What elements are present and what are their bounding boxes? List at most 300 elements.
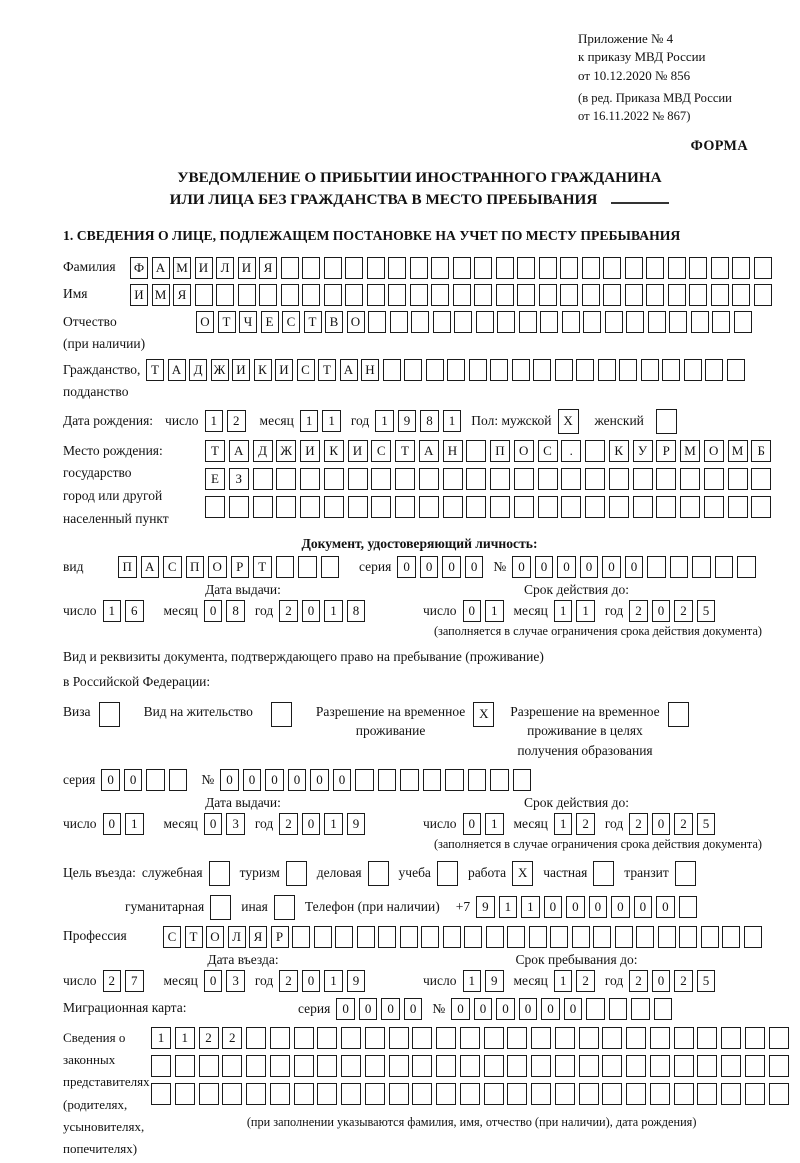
representatives-cell[interactable] (555, 1083, 575, 1105)
name-cell[interactable] (238, 284, 256, 306)
profession-cell[interactable] (378, 926, 396, 948)
doc-number-cell[interactable] (692, 556, 711, 578)
surname-cell[interactable] (668, 257, 686, 279)
profession-cell[interactable] (421, 926, 439, 948)
profession-cell[interactable] (615, 926, 633, 948)
surname-cell[interactable] (324, 257, 342, 279)
res-number-cell[interactable]: 0 (333, 769, 352, 791)
birth-place-cell[interactable] (371, 496, 391, 518)
birth-place-cell[interactable] (395, 496, 415, 518)
profession-cell[interactable] (335, 926, 353, 948)
birth-place-cell[interactable]: М (728, 440, 748, 462)
mig-number-cell[interactable]: 0 (451, 998, 470, 1020)
citizenship-cell[interactable] (598, 359, 616, 381)
patronymic-cell[interactable] (669, 311, 687, 333)
representatives-cell[interactable]: 1 (151, 1027, 171, 1049)
birth-place-cell[interactable]: К (609, 440, 629, 462)
representatives-cell[interactable] (602, 1083, 622, 1105)
representatives-cell[interactable] (745, 1083, 765, 1105)
surname-cell[interactable] (496, 257, 514, 279)
patronymic-cell[interactable] (390, 311, 408, 333)
entry-day-cell[interactable]: 2 (103, 970, 122, 992)
surname-cell[interactable] (711, 257, 729, 279)
doc-valid-year-cell[interactable]: 0 (652, 600, 671, 622)
name-cell[interactable] (410, 284, 428, 306)
stay-year-cell[interactable]: 2 (629, 970, 648, 992)
representatives-cell[interactable] (721, 1027, 741, 1049)
doc-type-cell[interactable] (276, 556, 295, 578)
doc-issue-day-cell[interactable]: 6 (125, 600, 144, 622)
birth-place-cell[interactable]: . (561, 440, 581, 462)
purpose-study-checkbox[interactable] (437, 861, 458, 886)
name-cell[interactable] (625, 284, 643, 306)
res-issue-year-cell[interactable]: 9 (347, 813, 366, 835)
citizenship-cell[interactable] (705, 359, 723, 381)
citizenship-cell[interactable] (490, 359, 508, 381)
name-cell[interactable]: М (152, 284, 170, 306)
representatives-cell[interactable] (579, 1055, 599, 1077)
citizenship-cell[interactable] (404, 359, 422, 381)
name-cell[interactable] (474, 284, 492, 306)
name-cell[interactable] (367, 284, 385, 306)
sex-male-checkbox[interactable]: X (558, 409, 579, 434)
profession-cell[interactable]: Р (271, 926, 289, 948)
res-number-cell[interactable] (445, 769, 464, 791)
name-cell[interactable]: Я (173, 284, 191, 306)
name-cell[interactable] (195, 284, 213, 306)
birth-place-cell[interactable] (466, 496, 486, 518)
mig-number-cell[interactable]: 0 (564, 998, 583, 1020)
representatives-cell[interactable] (531, 1027, 551, 1049)
name-cell[interactable]: И (130, 284, 148, 306)
doc-series-cell[interactable]: 0 (465, 556, 484, 578)
patronymic-cell[interactable]: Т (304, 311, 322, 333)
profession-cell[interactable]: С (163, 926, 181, 948)
birth-month-cell[interactable]: 1 (300, 410, 319, 432)
doc-issue-month-cell[interactable]: 0 (204, 600, 223, 622)
profession-cell[interactable]: Т (185, 926, 203, 948)
name-cell[interactable] (754, 284, 772, 306)
patronymic-cell[interactable] (411, 311, 429, 333)
profession-cell[interactable] (464, 926, 482, 948)
mig-series-cell[interactable]: 0 (359, 998, 378, 1020)
name-cell[interactable] (603, 284, 621, 306)
stay-day-cell[interactable]: 9 (485, 970, 504, 992)
doc-number-cell[interactable]: 0 (602, 556, 621, 578)
res-issue-day-cell[interactable]: 0 (103, 813, 122, 835)
representatives-cell[interactable] (199, 1055, 219, 1077)
purpose-work-checkbox[interactable]: X (512, 861, 533, 886)
citizenship-cell[interactable] (426, 359, 444, 381)
purpose-humanitarian-checkbox[interactable] (210, 895, 231, 920)
surname-cell[interactable]: Я (259, 257, 277, 279)
birth-place-cell[interactable]: И (348, 440, 368, 462)
birth-place-cell[interactable] (395, 468, 415, 490)
name-cell[interactable] (345, 284, 363, 306)
mig-number-cell[interactable]: 0 (474, 998, 493, 1020)
representatives-cell[interactable] (389, 1027, 409, 1049)
res-number-cell[interactable]: 0 (288, 769, 307, 791)
surname-cell[interactable] (539, 257, 557, 279)
entry-year-cell[interactable]: 0 (302, 970, 321, 992)
citizenship-cell[interactable] (533, 359, 551, 381)
res-valid-year-cell[interactable]: 5 (697, 813, 716, 835)
profession-cell[interactable] (550, 926, 568, 948)
representatives-cell[interactable] (412, 1055, 432, 1077)
phone-cell[interactable]: 0 (566, 896, 585, 918)
res-number-cell[interactable]: 0 (220, 769, 239, 791)
patronymic-cell[interactable]: О (347, 311, 365, 333)
patronymic-cell[interactable] (540, 311, 558, 333)
name-cell[interactable] (281, 284, 299, 306)
representatives-cell[interactable] (294, 1027, 314, 1049)
birth-place-cell[interactable] (680, 496, 700, 518)
citizenship-cell[interactable]: Н (361, 359, 379, 381)
representatives-cell[interactable] (222, 1055, 242, 1077)
doc-type-cell[interactable]: Р (231, 556, 250, 578)
birth-place-cell[interactable] (324, 468, 344, 490)
doc-issue-year-cell[interactable]: 0 (302, 600, 321, 622)
birth-place-cell[interactable]: Е (205, 468, 225, 490)
birth-place-cell[interactable] (585, 468, 605, 490)
res-issue-month-cell[interactable]: 0 (204, 813, 223, 835)
birth-place-cell[interactable]: Т (395, 440, 415, 462)
representatives-cell[interactable]: 2 (199, 1027, 219, 1049)
patronymic-cell[interactable]: Ч (239, 311, 257, 333)
profession-cell[interactable] (593, 926, 611, 948)
name-cell[interactable] (259, 284, 277, 306)
profession-cell[interactable] (679, 926, 697, 948)
surname-cell[interactable] (517, 257, 535, 279)
citizenship-cell[interactable] (469, 359, 487, 381)
representatives-cell[interactable] (199, 1083, 219, 1105)
doc-issue-day-cell[interactable]: 1 (103, 600, 122, 622)
res-issue-year-cell[interactable]: 0 (302, 813, 321, 835)
birth-place-cell[interactable] (324, 496, 344, 518)
representatives-cell[interactable] (151, 1083, 171, 1105)
patronymic-cell[interactable] (734, 311, 752, 333)
res-valid-month-cell[interactable]: 2 (576, 813, 595, 835)
phone-cell[interactable]: 0 (611, 896, 630, 918)
surname-cell[interactable] (582, 257, 600, 279)
representatives-cell[interactable] (341, 1055, 361, 1077)
surname-cell[interactable] (732, 257, 750, 279)
representatives-cell[interactable] (626, 1083, 646, 1105)
representatives-cell[interactable] (460, 1055, 480, 1077)
mig-number-cell[interactable]: 0 (519, 998, 538, 1020)
birth-day-cell[interactable]: 1 (205, 410, 224, 432)
representatives-cell[interactable] (769, 1083, 789, 1105)
citizenship-cell[interactable]: А (340, 359, 358, 381)
entry-year-cell[interactable]: 1 (324, 970, 343, 992)
representatives-cell[interactable] (531, 1083, 551, 1105)
birth-place-cell[interactable]: А (229, 440, 249, 462)
sex-female-checkbox[interactable] (656, 409, 677, 434)
representatives-cell[interactable] (507, 1083, 527, 1105)
name-cell[interactable] (216, 284, 234, 306)
representatives-cell[interactable] (674, 1027, 694, 1049)
patronymic-cell[interactable] (648, 311, 666, 333)
profession-cell[interactable] (529, 926, 547, 948)
birth-place-cell[interactable] (585, 440, 605, 462)
representatives-cell[interactable] (650, 1083, 670, 1105)
birth-place-cell[interactable] (751, 496, 771, 518)
citizenship-cell[interactable]: А (168, 359, 186, 381)
name-cell[interactable] (302, 284, 320, 306)
doc-type-cell[interactable] (298, 556, 317, 578)
purpose-private-checkbox[interactable] (593, 861, 614, 886)
visa-checkbox[interactable] (99, 702, 120, 727)
surname-cell[interactable] (754, 257, 772, 279)
doc-series-cell[interactable]: 0 (397, 556, 416, 578)
patronymic-cell[interactable] (626, 311, 644, 333)
res-number-cell[interactable] (355, 769, 374, 791)
citizenship-cell[interactable] (576, 359, 594, 381)
res-number-cell[interactable] (468, 769, 487, 791)
birth-place-cell[interactable]: К (324, 440, 344, 462)
birth-place-cell[interactable] (633, 468, 653, 490)
representatives-cell[interactable] (626, 1027, 646, 1049)
representatives-cell[interactable] (151, 1055, 171, 1077)
entry-month-cell[interactable]: 0 (204, 970, 223, 992)
mig-number-cell[interactable] (631, 998, 650, 1020)
res-series-cell[interactable] (146, 769, 165, 791)
doc-number-cell[interactable]: 0 (557, 556, 576, 578)
doc-number-cell[interactable] (647, 556, 666, 578)
profession-cell[interactable]: О (206, 926, 224, 948)
representatives-cell[interactable] (769, 1055, 789, 1077)
birth-place-cell[interactable] (443, 496, 463, 518)
birth-place-cell[interactable]: О (514, 440, 534, 462)
doc-valid-month-cell[interactable]: 1 (576, 600, 595, 622)
res-number-cell[interactable] (490, 769, 509, 791)
citizenship-cell[interactable] (662, 359, 680, 381)
citizenship-cell[interactable] (447, 359, 465, 381)
patronymic-cell[interactable]: В (325, 311, 343, 333)
representatives-cell[interactable] (555, 1055, 575, 1077)
entry-month-cell[interactable]: 3 (226, 970, 245, 992)
name-cell[interactable] (517, 284, 535, 306)
birth-place-cell[interactable]: Т (205, 440, 225, 462)
birth-place-cell[interactable] (205, 496, 225, 518)
representatives-cell[interactable] (365, 1083, 385, 1105)
name-cell[interactable] (711, 284, 729, 306)
surname-cell[interactable] (410, 257, 428, 279)
doc-number-cell[interactable] (715, 556, 734, 578)
representatives-cell[interactable] (270, 1055, 290, 1077)
doc-type-cell[interactable]: С (163, 556, 182, 578)
birth-place-cell[interactable] (728, 496, 748, 518)
res-series-cell[interactable] (169, 769, 188, 791)
birth-place-cell[interactable] (253, 468, 273, 490)
representatives-cell[interactable] (317, 1055, 337, 1077)
birth-place-cell[interactable]: И (300, 440, 320, 462)
mig-number-cell[interactable]: 0 (496, 998, 515, 1020)
birth-place-cell[interactable]: Б (751, 440, 771, 462)
purpose-other-checkbox[interactable] (274, 895, 295, 920)
education-permit-checkbox[interactable] (668, 702, 689, 727)
doc-number-cell[interactable] (670, 556, 689, 578)
patronymic-cell[interactable] (454, 311, 472, 333)
patronymic-cell[interactable] (691, 311, 709, 333)
name-cell[interactable] (496, 284, 514, 306)
citizenship-cell[interactable] (727, 359, 745, 381)
birth-place-cell[interactable] (419, 468, 439, 490)
patronymic-cell[interactable] (583, 311, 601, 333)
birth-place-cell[interactable] (538, 468, 558, 490)
representatives-cell[interactable] (270, 1027, 290, 1049)
representatives-cell[interactable]: 1 (175, 1027, 195, 1049)
birth-place-cell[interactable] (466, 468, 486, 490)
representatives-cell[interactable] (389, 1055, 409, 1077)
profession-cell[interactable] (507, 926, 525, 948)
mig-number-cell[interactable] (654, 998, 673, 1020)
purpose-transit-checkbox[interactable] (675, 861, 696, 886)
citizenship-cell[interactable] (383, 359, 401, 381)
doc-valid-year-cell[interactable]: 5 (697, 600, 716, 622)
birth-place-cell[interactable] (300, 496, 320, 518)
representatives-cell[interactable] (460, 1083, 480, 1105)
patronymic-cell[interactable]: Т (218, 311, 236, 333)
doc-valid-day-cell[interactable]: 0 (463, 600, 482, 622)
purpose-official-checkbox[interactable] (209, 861, 230, 886)
res-issue-year-cell[interactable]: 1 (324, 813, 343, 835)
birth-place-cell[interactable] (276, 496, 296, 518)
birth-place-cell[interactable]: Ж (276, 440, 296, 462)
citizenship-cell[interactable]: С (297, 359, 315, 381)
citizenship-cell[interactable]: Т (318, 359, 336, 381)
birth-place-cell[interactable] (300, 468, 320, 490)
res-issue-year-cell[interactable]: 2 (279, 813, 298, 835)
doc-valid-year-cell[interactable]: 2 (674, 600, 693, 622)
birth-place-cell[interactable] (229, 496, 249, 518)
birth-place-cell[interactable] (609, 496, 629, 518)
citizenship-cell[interactable] (641, 359, 659, 381)
res-valid-year-cell[interactable]: 2 (674, 813, 693, 835)
representatives-cell[interactable] (697, 1055, 717, 1077)
profession-cell[interactable] (400, 926, 418, 948)
stay-year-cell[interactable]: 0 (652, 970, 671, 992)
birth-place-cell[interactable]: А (419, 440, 439, 462)
temp-residence-permit-checkbox[interactable]: X (473, 702, 494, 727)
birth-place-cell[interactable]: Д (253, 440, 273, 462)
citizenship-cell[interactable]: И (275, 359, 293, 381)
phone-cell[interactable]: 0 (544, 896, 563, 918)
patronymic-cell[interactable] (497, 311, 515, 333)
name-cell[interactable] (388, 284, 406, 306)
representatives-cell[interactable] (721, 1055, 741, 1077)
patronymic-cell[interactable] (433, 311, 451, 333)
mig-number-cell[interactable]: 0 (541, 998, 560, 1020)
birth-place-cell[interactable] (656, 496, 676, 518)
profession-cell[interactable]: Л (228, 926, 246, 948)
doc-valid-day-cell[interactable]: 1 (485, 600, 504, 622)
birth-place-cell[interactable] (751, 468, 771, 490)
representatives-cell[interactable] (769, 1027, 789, 1049)
birth-place-cell[interactable] (490, 496, 510, 518)
res-series-cell[interactable]: 0 (101, 769, 120, 791)
profession-cell[interactable] (636, 926, 654, 948)
representatives-cell[interactable] (531, 1055, 551, 1077)
birth-place-cell[interactable] (466, 440, 486, 462)
res-valid-year-cell[interactable]: 0 (652, 813, 671, 835)
surname-cell[interactable] (345, 257, 363, 279)
doc-issue-month-cell[interactable]: 8 (226, 600, 245, 622)
patronymic-cell[interactable] (605, 311, 623, 333)
representatives-cell[interactable] (175, 1083, 195, 1105)
name-cell[interactable] (431, 284, 449, 306)
representatives-cell[interactable] (460, 1027, 480, 1049)
representatives-cell[interactable] (650, 1027, 670, 1049)
doc-number-cell[interactable]: 0 (535, 556, 554, 578)
res-number-cell[interactable] (378, 769, 397, 791)
doc-issue-year-cell[interactable]: 1 (324, 600, 343, 622)
surname-cell[interactable]: А (152, 257, 170, 279)
phone-cell[interactable]: 0 (589, 896, 608, 918)
patronymic-cell[interactable]: С (282, 311, 300, 333)
birth-place-cell[interactable]: П (490, 440, 510, 462)
name-cell[interactable] (582, 284, 600, 306)
profession-cell[interactable]: Я (249, 926, 267, 948)
phone-cell[interactable]: 0 (656, 896, 675, 918)
mig-series-cell[interactable]: 0 (381, 998, 400, 1020)
surname-cell[interactable] (453, 257, 471, 279)
citizenship-cell[interactable]: Т (146, 359, 164, 381)
name-cell[interactable] (732, 284, 750, 306)
representatives-cell[interactable] (246, 1055, 266, 1077)
stay-year-cell[interactable]: 2 (674, 970, 693, 992)
birth-month-cell[interactable]: 1 (322, 410, 341, 432)
birth-place-cell[interactable] (561, 468, 581, 490)
stay-day-cell[interactable]: 1 (463, 970, 482, 992)
birth-place-cell[interactable] (276, 468, 296, 490)
profession-cell[interactable] (357, 926, 375, 948)
birth-place-cell[interactable] (371, 468, 391, 490)
doc-issue-year-cell[interactable]: 8 (347, 600, 366, 622)
birth-place-cell[interactable] (585, 496, 605, 518)
res-issue-day-cell[interactable]: 1 (125, 813, 144, 835)
profession-cell[interactable] (314, 926, 332, 948)
birth-place-cell[interactable] (728, 468, 748, 490)
representatives-cell[interactable] (436, 1055, 456, 1077)
mig-series-cell[interactable]: 0 (404, 998, 423, 1020)
surname-cell[interactable] (367, 257, 385, 279)
doc-number-cell[interactable]: 0 (625, 556, 644, 578)
representatives-cell[interactable] (484, 1083, 504, 1105)
representatives-cell[interactable] (436, 1083, 456, 1105)
res-number-cell[interactable] (423, 769, 442, 791)
res-series-cell[interactable]: 0 (124, 769, 143, 791)
representatives-cell[interactable] (697, 1027, 717, 1049)
representatives-cell[interactable] (317, 1083, 337, 1105)
profession-cell[interactable] (658, 926, 676, 948)
residence-permit-checkbox[interactable] (271, 702, 292, 727)
surname-cell[interactable]: И (238, 257, 256, 279)
profession-cell[interactable] (292, 926, 310, 948)
representatives-cell[interactable] (674, 1083, 694, 1105)
surname-cell[interactable] (474, 257, 492, 279)
phone-cell[interactable]: 0 (634, 896, 653, 918)
phone-cell[interactable]: 1 (499, 896, 518, 918)
profession-cell[interactable] (701, 926, 719, 948)
representatives-cell[interactable] (555, 1027, 575, 1049)
representatives-cell[interactable] (294, 1055, 314, 1077)
birth-year-cell[interactable]: 8 (420, 410, 439, 432)
doc-type-cell[interactable]: Т (253, 556, 272, 578)
surname-cell[interactable] (281, 257, 299, 279)
citizenship-cell[interactable]: И (232, 359, 250, 381)
profession-cell[interactable] (486, 926, 504, 948)
